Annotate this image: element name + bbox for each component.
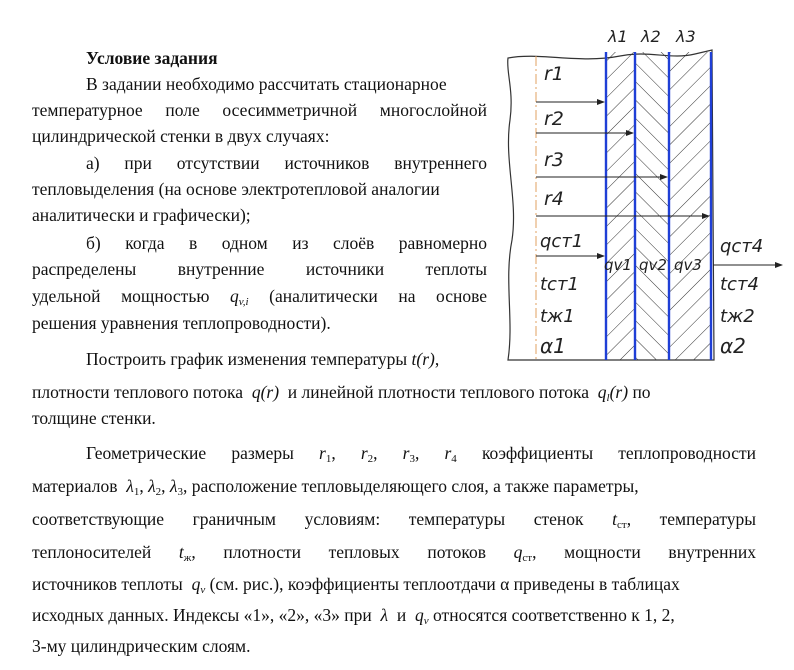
cylinder-wall-figure <box>500 20 794 375</box>
alpha-1-label: α1 <box>540 334 566 358</box>
paragraph-line: толщине стенки. <box>32 408 156 428</box>
t-zh1-label: tж1 <box>540 306 575 327</box>
q-v3-label: qv3 <box>674 256 702 274</box>
paragraph-line: источников теплоты $q_v$ (см. рис.), коэффициенты теплоотдачи α приведены в таблицах <box>32 574 680 596</box>
paragraph-line: тепловыделения (на основе электротепловой аналогии <box>32 179 440 199</box>
q-v2-label: qv2 <box>639 256 667 274</box>
t-zh2-label: tж2 <box>720 306 755 327</box>
paragraph-line: теплоносителей $t_ж$, плотности тепловых потоков $q_{ст}$, мощности внутренних <box>32 542 757 564</box>
paragraph-line: плотности теплового потока q(r) и линейной плотности теплового потока $q_l(r)$ по <box>32 382 651 404</box>
radius-r4-label: r4 <box>544 188 564 210</box>
paragraph-line: Геометрические размеры $r_1$, $r_2$, $r_3$, $r_4$ коэффициенты теплопроводности <box>86 443 757 465</box>
q-st4-label: qст4 <box>720 236 764 257</box>
paragraph-line: В задании необходимо рассчитать стационарное <box>86 74 447 94</box>
q-v1-label: qv1 <box>604 256 632 274</box>
layer-1 <box>606 52 635 360</box>
paragraph-line: Построить график изменения температуры t(r), <box>86 349 440 369</box>
paragraph-line: исходных данных. Индексы «1», «2», «3» при λ и $q_v$ относятся соответственно к 1, 2, <box>32 605 675 627</box>
lambda-3-label: λ3 <box>676 27 696 46</box>
layer-2 <box>635 52 669 360</box>
radius-r3-label: r3 <box>544 149 564 171</box>
layer-3 <box>669 52 711 360</box>
paragraph-line: а) при отсутствии источников внутреннего <box>86 153 487 173</box>
t-st4-label: tст4 <box>720 274 759 295</box>
lambda-2-label: λ2 <box>641 27 661 46</box>
paragraph-line: материалов $\lambda_1$, $\lambda_2$, $\lambda_3$, расположение тепловыделяющего слоя, а также параметры, <box>32 476 639 498</box>
paragraph-line: решения уравнения теплопроводности). <box>32 313 331 333</box>
paragraph-line: соответствующие граничным условиям: температуры стенок $t_{ст}$, температуры <box>32 509 757 531</box>
paragraph-line: б) когда в одном из слоёв равномерно <box>86 233 487 253</box>
radius-r2-label: r2 <box>544 108 564 130</box>
paragraph-line: 3-му цилиндрическим слоям. <box>32 636 251 656</box>
paragraph-line: аналитически и графически); <box>32 205 251 225</box>
t-st1-label: tст1 <box>540 274 579 295</box>
paragraph-line: температурное поле осесимметричной многослойной <box>32 100 487 120</box>
alpha-2-label: α2 <box>720 334 746 358</box>
paragraph-line: цилиндрической стенки в двух случаях: <box>32 126 330 146</box>
paragraph-line: удельной мощностью $q_{v,i}$ (аналитически на основе <box>32 286 488 308</box>
q-st1-label: qст1 <box>540 231 584 252</box>
lambda-1-label: λ1 <box>608 27 628 46</box>
section-heading: Условие задания <box>86 48 218 68</box>
radius-r1-label: r1 <box>544 63 564 85</box>
paragraph-line: распределены внутренние источники теплоты <box>32 259 487 279</box>
